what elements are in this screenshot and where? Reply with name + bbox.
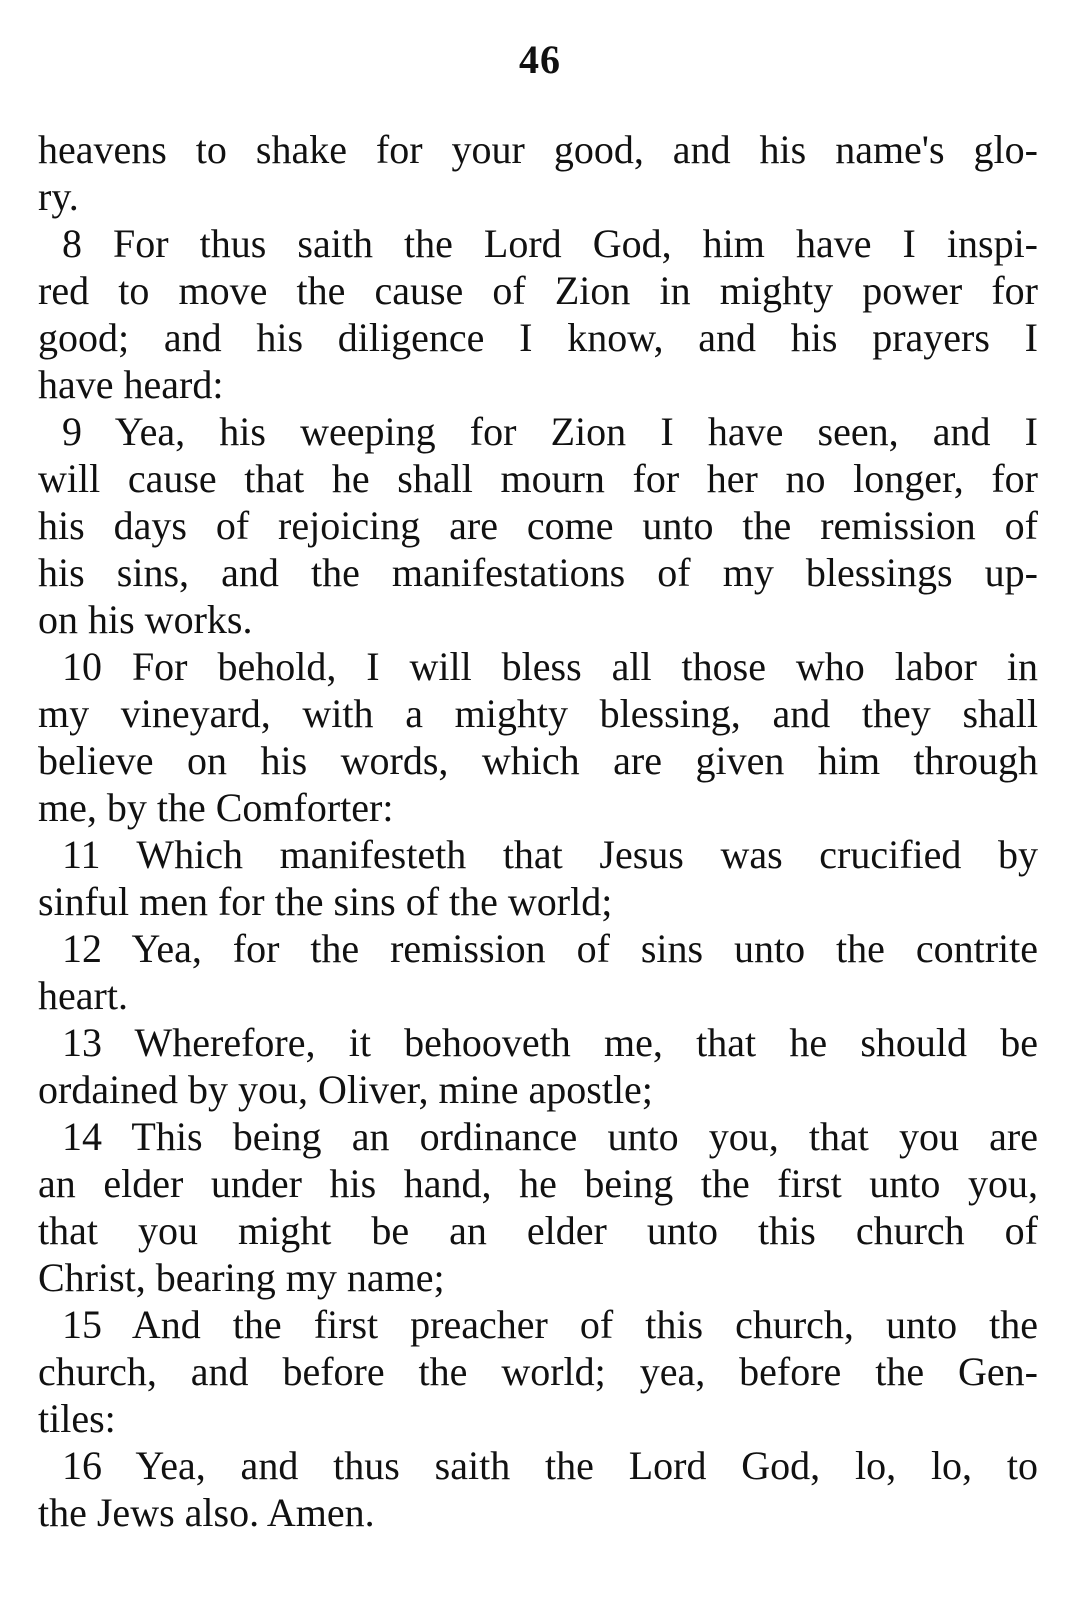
text-line: 12 Yea, for the remission of sins unto the contrite [62, 926, 1038, 971]
text-line: that you might be an elder unto this church of [38, 1208, 1038, 1253]
text-line: tiles: [38, 1396, 116, 1441]
text-line: believe on his words, which are given him through [38, 738, 1038, 783]
text-line: his sins, and the manifestations of my blessings up- [38, 550, 1038, 595]
text-line: 15 And the first preacher of this church, unto the [62, 1302, 1038, 1347]
text-line: ordained by you, Oliver, mine apostle; [38, 1067, 653, 1112]
text-line: sinful men for the sins of the world; [38, 879, 613, 924]
text-line: red to move the cause of Zion in mighty power for [38, 268, 1038, 313]
text-line: heavens to shake for your good, and his name's glo- [38, 127, 1038, 172]
text-line: 13 Wherefore, it behooveth me, that he should be [62, 1020, 1038, 1065]
text-line: good; and his diligence I know, and his prayers I [38, 315, 1038, 360]
text-line: Christ, bearing my name; [38, 1255, 445, 1300]
body-text [38, 126, 1038, 1536]
text-line: 9 Yea, his weeping for Zion I have seen, and I [62, 409, 1038, 454]
text-line: ry. [38, 174, 79, 219]
page-number: 46 [519, 37, 561, 82]
text-line: me, by the Comforter: [38, 785, 394, 830]
text-line: church, and before the world; yea, before the Gen- [38, 1349, 1038, 1394]
text-line: 10 For behold, I will bless all those who labor in [62, 644, 1038, 689]
text-line: heart. [38, 973, 128, 1018]
text-line: 11 Which manifesteth that Jesus was crucified by [62, 832, 1038, 877]
text-line: 8 For thus saith the Lord God, him have I inspi- [62, 221, 1038, 266]
text-line: 16 Yea, and thus saith the Lord God, lo, lo, to [62, 1443, 1038, 1488]
text-line: my vineyard, with a mighty blessing, and they shall [38, 691, 1038, 736]
text-line: 14 This being an ordinance unto you, that you are [62, 1114, 1038, 1159]
text-line: have heard: [38, 362, 224, 407]
text-line: the Jews also. Amen. [38, 1490, 375, 1535]
text-line: will cause that he shall mourn for her no longer, for [38, 456, 1038, 501]
text-line: his days of rejoicing are come unto the remission of [38, 503, 1038, 548]
text-line: an elder under his hand, he being the first unto you, [38, 1161, 1038, 1206]
text-line: on his works. [38, 597, 253, 642]
